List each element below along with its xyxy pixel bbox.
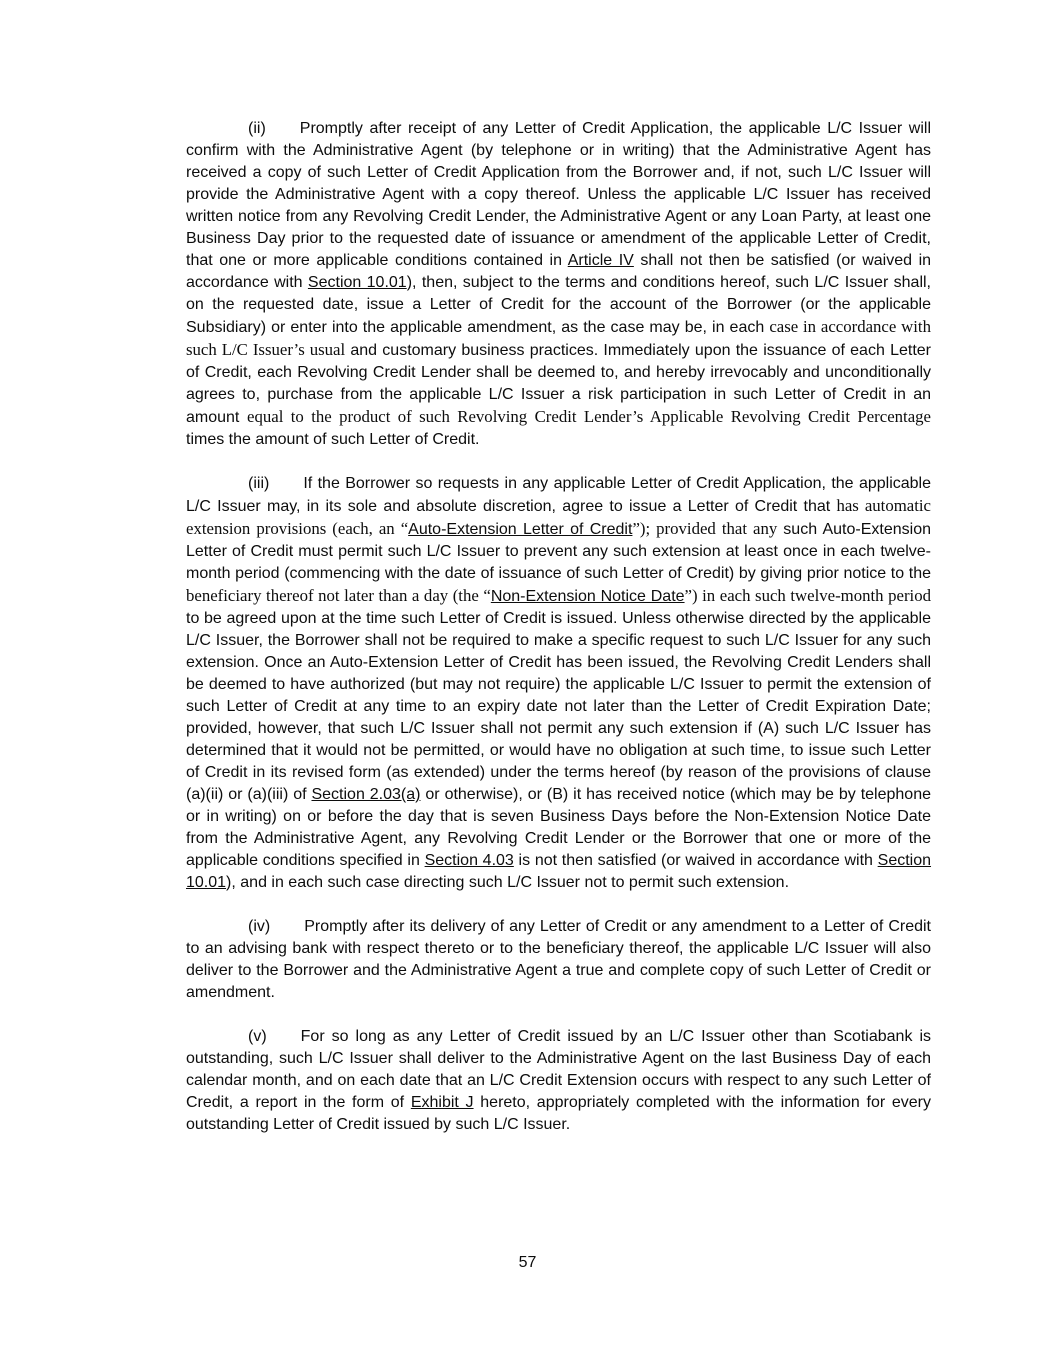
label-tab [269,487,303,488]
cross-reference: Article IV [567,252,634,269]
cross-reference: Non-Extension Notice Date [490,588,685,605]
text-segment: Promptly after its delivery of any Letter of Credit or any amendment to a Letter of Credit to an advising bank with respect thereto or to the beneficiary thereof, the applicable L/C Issuer will also deliver to the Borrower and the Administrative Agent a true and complete copy of such Letter of Credit or amendment. [186,918,931,1001]
paragraph-ii [186,118,931,451]
paragraph-v [186,1026,931,1136]
text-segment: to be agreed upon at the time such Letter of Credit is issued. Unless otherwise directed by the applicable L/C Issuer, the Borrower shall not be required to make a specific request to such L/C Issuer for any such extension. Once an Auto-Extension Letter of Credit has been issued, the Revolving Credit Lenders shall be deemed to have authorized (but may not require) the applicable L/C Issuer to permit the extension of such Letter of Credit at any time to an expiry date not later than the Letter of Credit Expiration Date; provided, however, that such L/C Issuer shall not permit any such extension if (A) such L/C Issuer has determined that it would not be permitted, or would have no obligation at such time, to issue such Letter of Credit in its revised form (as extended) under the terms hereof (by reason of the provisions of clause (a)(ii) or (a)(iii) of [186,610,931,803]
text-segment: hereto, appropriately completed with the information for every outstanding Letter of Credit issued by such L/C Issuer. [186,1094,931,1133]
text-segment: If the Borrower so requests in any applicable Letter of Credit Application, the applicable L/C Issuer may, in its sole and absolute discretion, agree to issue a Letter of Credit that [186,475,931,515]
label-tab [270,930,304,931]
paragraph-iv [186,916,931,1004]
cross-reference: Section 10.01 [186,852,932,891]
cross-reference: Exhibit J [410,1094,474,1111]
cross-reference: Section 4.03 [424,852,514,869]
paragraph-ii-label: (ii) [248,120,266,137]
text-segment: equal to the product of such Revolving Credit Lender’s Applicable Revolving Credit Percentage [247,407,931,426]
paragraph-iii [186,473,931,894]
text-segment: has automatic extension provisions (each, an “ [186,496,932,538]
text-segment: Promptly after receipt of any Letter of Credit Application, the applicable L/C Issuer will confirm with the Administrative Agent (by telephone or in writing) that the Administrative Agent has received a copy of such Letter of Credit Application from the Borrower and, if not, such L/C Issuer will provide the Administrative Agent with a copy thereof. Unless the applicable L/C Issuer has received written notice from any Revolving Credit Lender, the Administrative Agent or any Loan Party, at least one Business Day prior to the requested date of issuance or amendment of the applicable Letter of Credit, that one or more applicable conditions contained in [186,120,931,269]
paragraph-iv-label: (iv) [248,918,271,935]
paragraph-v-text [186,1028,931,1133]
text-segment: ), and in each such case directing such L/C Issuer not to permit such extension. [226,874,790,891]
paragraph-v-label: (v) [248,1028,267,1045]
cross-reference: Section 10.01 [307,274,407,291]
text-segment: For so long as any Letter of Credit issued by an L/C Issuer other than Scotiabank is outstanding, such L/C Issuer shall deliver to the Administrative Agent on the last Business Day of each calendar month, and on each date that an L/C Credit Extension occurs with respect to any such Letter of Credit, a report in the form of [186,1028,931,1111]
paragraph-iii-label: (iii) [248,475,270,492]
text-segment: times the amount of such Letter of Credit. [186,431,480,448]
page-number: 57 [518,1254,537,1271]
text-segment: case in accordance with such L/C Issuer’s usual [186,317,931,359]
text-segment: and customary business practices. Immediately upon the issuance of each Letter of Credit, each Revolving Credit Lender shall be deemed to, and hereby irrevocably and unconditionally agrees to, purchase from the applicable L/C Issuer a risk participation in such Letter of Credit in an amount [186,342,931,426]
cross-reference: Section 2.03(a) [311,786,421,803]
paragraph-ii-text [186,120,931,448]
paragraph-iii-text [186,475,931,891]
text-segment: beneficiary thereof not later than a day (the “ [186,586,491,605]
text-segment: ”); provided that any [632,519,784,538]
document-body [186,118,931,1136]
cross-reference: Auto-Extension Letter of Credit [408,521,633,538]
label-tab [266,132,300,133]
label-tab [267,1040,301,1041]
text-segment: ”) in each such twelve-month period [684,586,932,605]
text-segment: is not then satisfied (or waived in accordance with [513,852,878,869]
text-segment: shall not then be satisfied (or waived in accordance with [186,252,932,291]
text-segment: such Auto-Extension Letter of Credit must permit such L/C Issuer to prevent any such extension at least once in each twelve-month period (commencing with the date of issuance of such Letter of Credit) by giving prior notice to the [186,521,931,582]
text-segment: ), then, subject to the terms and conditions hereof, such L/C Issuer shall, on the requested date, issue a Letter of Credit for the account of the Borrower (or the applicable Subsidiary) or enter into the applicable amendment, as the case may be, in each [186,274,931,336]
text-segment: or otherwise), or (B) it has received notice (which may be by telephone or in writing) on or before the day that is seven Business Days before the Non-Extension Notice Date from the Administrative Agent, any Revolving Credit Lender or the Borrower that one or more of the applicable conditions specified in [186,786,932,869]
